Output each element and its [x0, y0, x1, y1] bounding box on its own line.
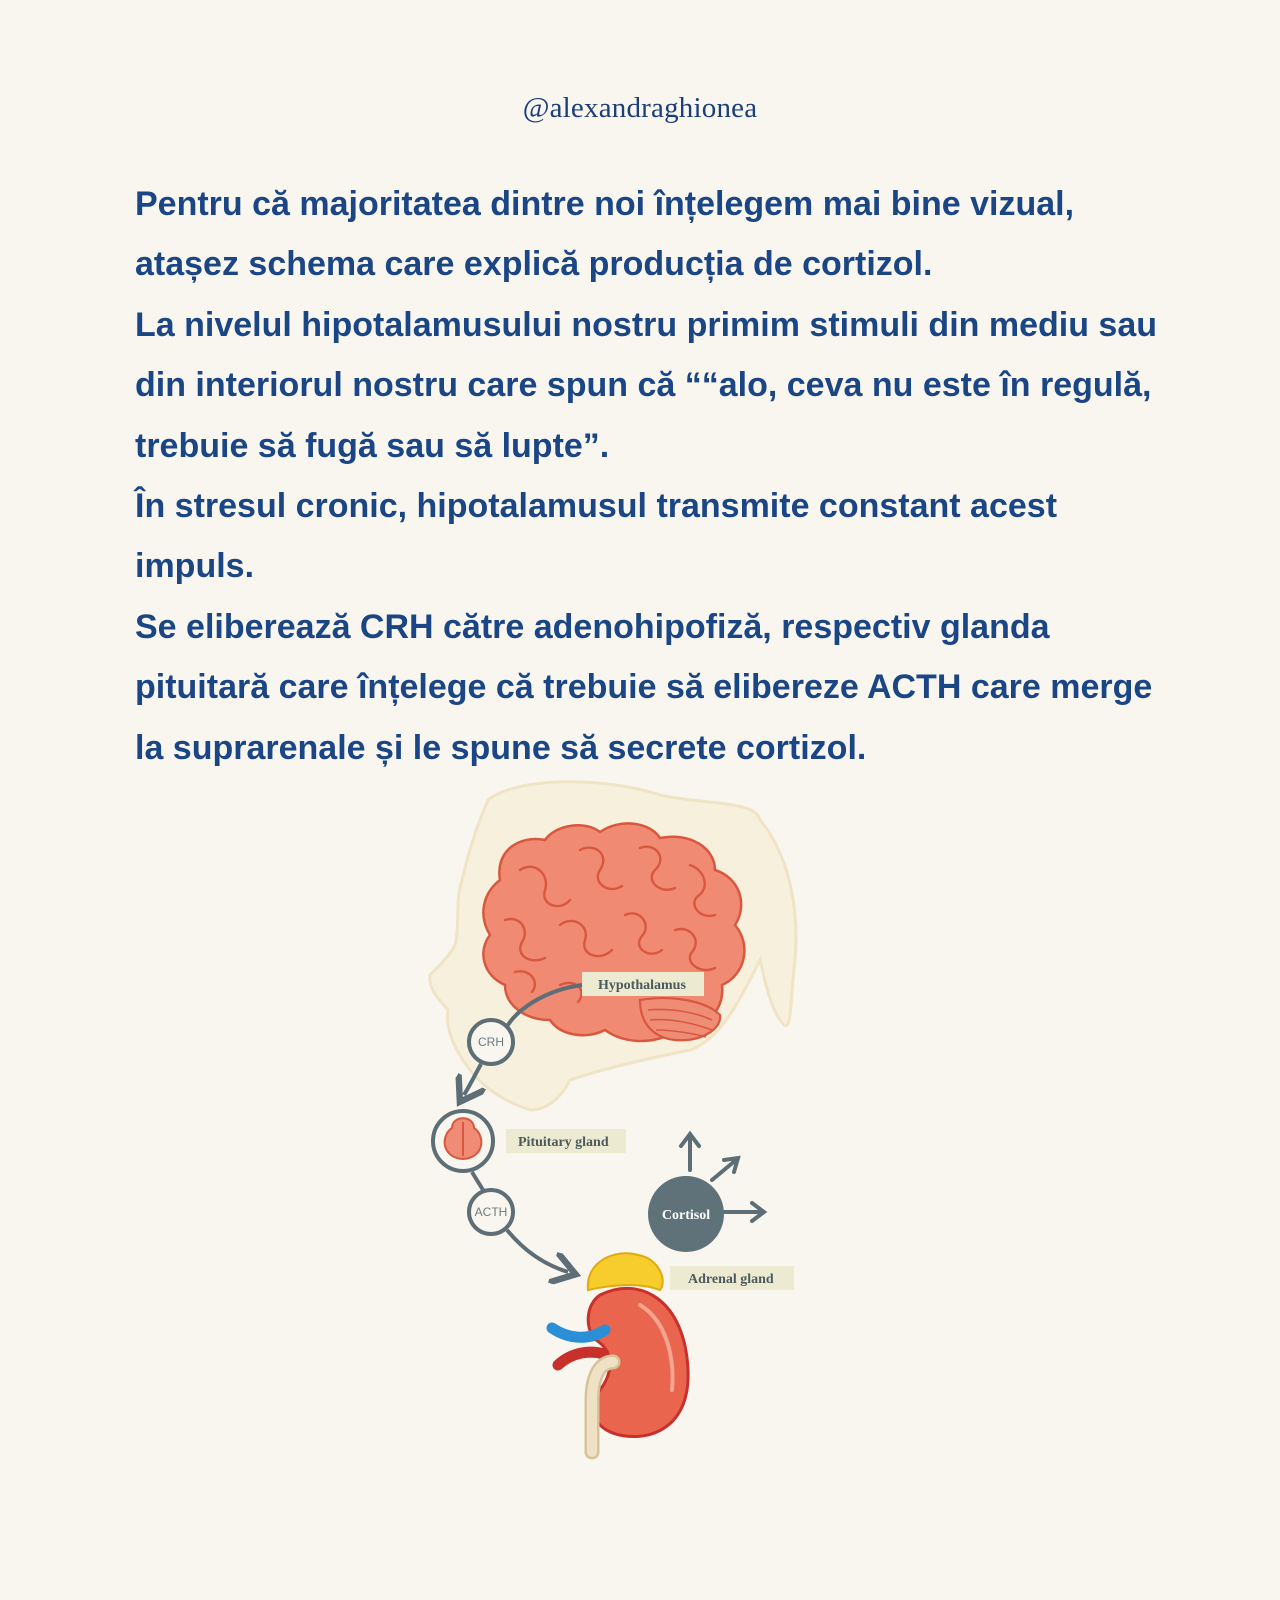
paragraph-4: Se eliberează CRH către adenohipofiză, respectiv glanda pituitară care înțelege că trebuie să elibereze ACTH care merge la suprarenale și le spune să secrete cortizol.: [135, 607, 1153, 767]
kidney-illustration: [552, 1253, 688, 1452]
adrenal-gland-shape: [588, 1253, 663, 1290]
acth-label: ACTH: [474, 1205, 508, 1219]
paragraph-3: În stresul cronic, hipotalamusul transmite constant acest impuls.: [135, 487, 1058, 586]
crh-label: CRH: [478, 1035, 504, 1049]
author-handle: @alexandraghionea: [522, 92, 758, 124]
arrow-acth-to-adrenal: [507, 1230, 568, 1272]
cortisol-label: Cortisol: [661, 1208, 711, 1223]
adrenal-label: Adrenal gland: [688, 1272, 774, 1287]
pituitary-label: Pituitary gland: [518, 1135, 609, 1150]
paragraph-2: La nivelul hipotalamusului nostru primim stimuli din mediu sau din interiorul nostru care spun că ““alo, ceva nu este în regulă, trebuie să fugă sau să lupte”.: [135, 305, 1158, 465]
hypothalamus-label: Hypothalamus: [598, 978, 686, 993]
paragraph-1: Pentru că majoritatea dintre noi înțelegem mai bine vizual, atașez schema care explică producția de cortizol.: [135, 185, 1075, 284]
